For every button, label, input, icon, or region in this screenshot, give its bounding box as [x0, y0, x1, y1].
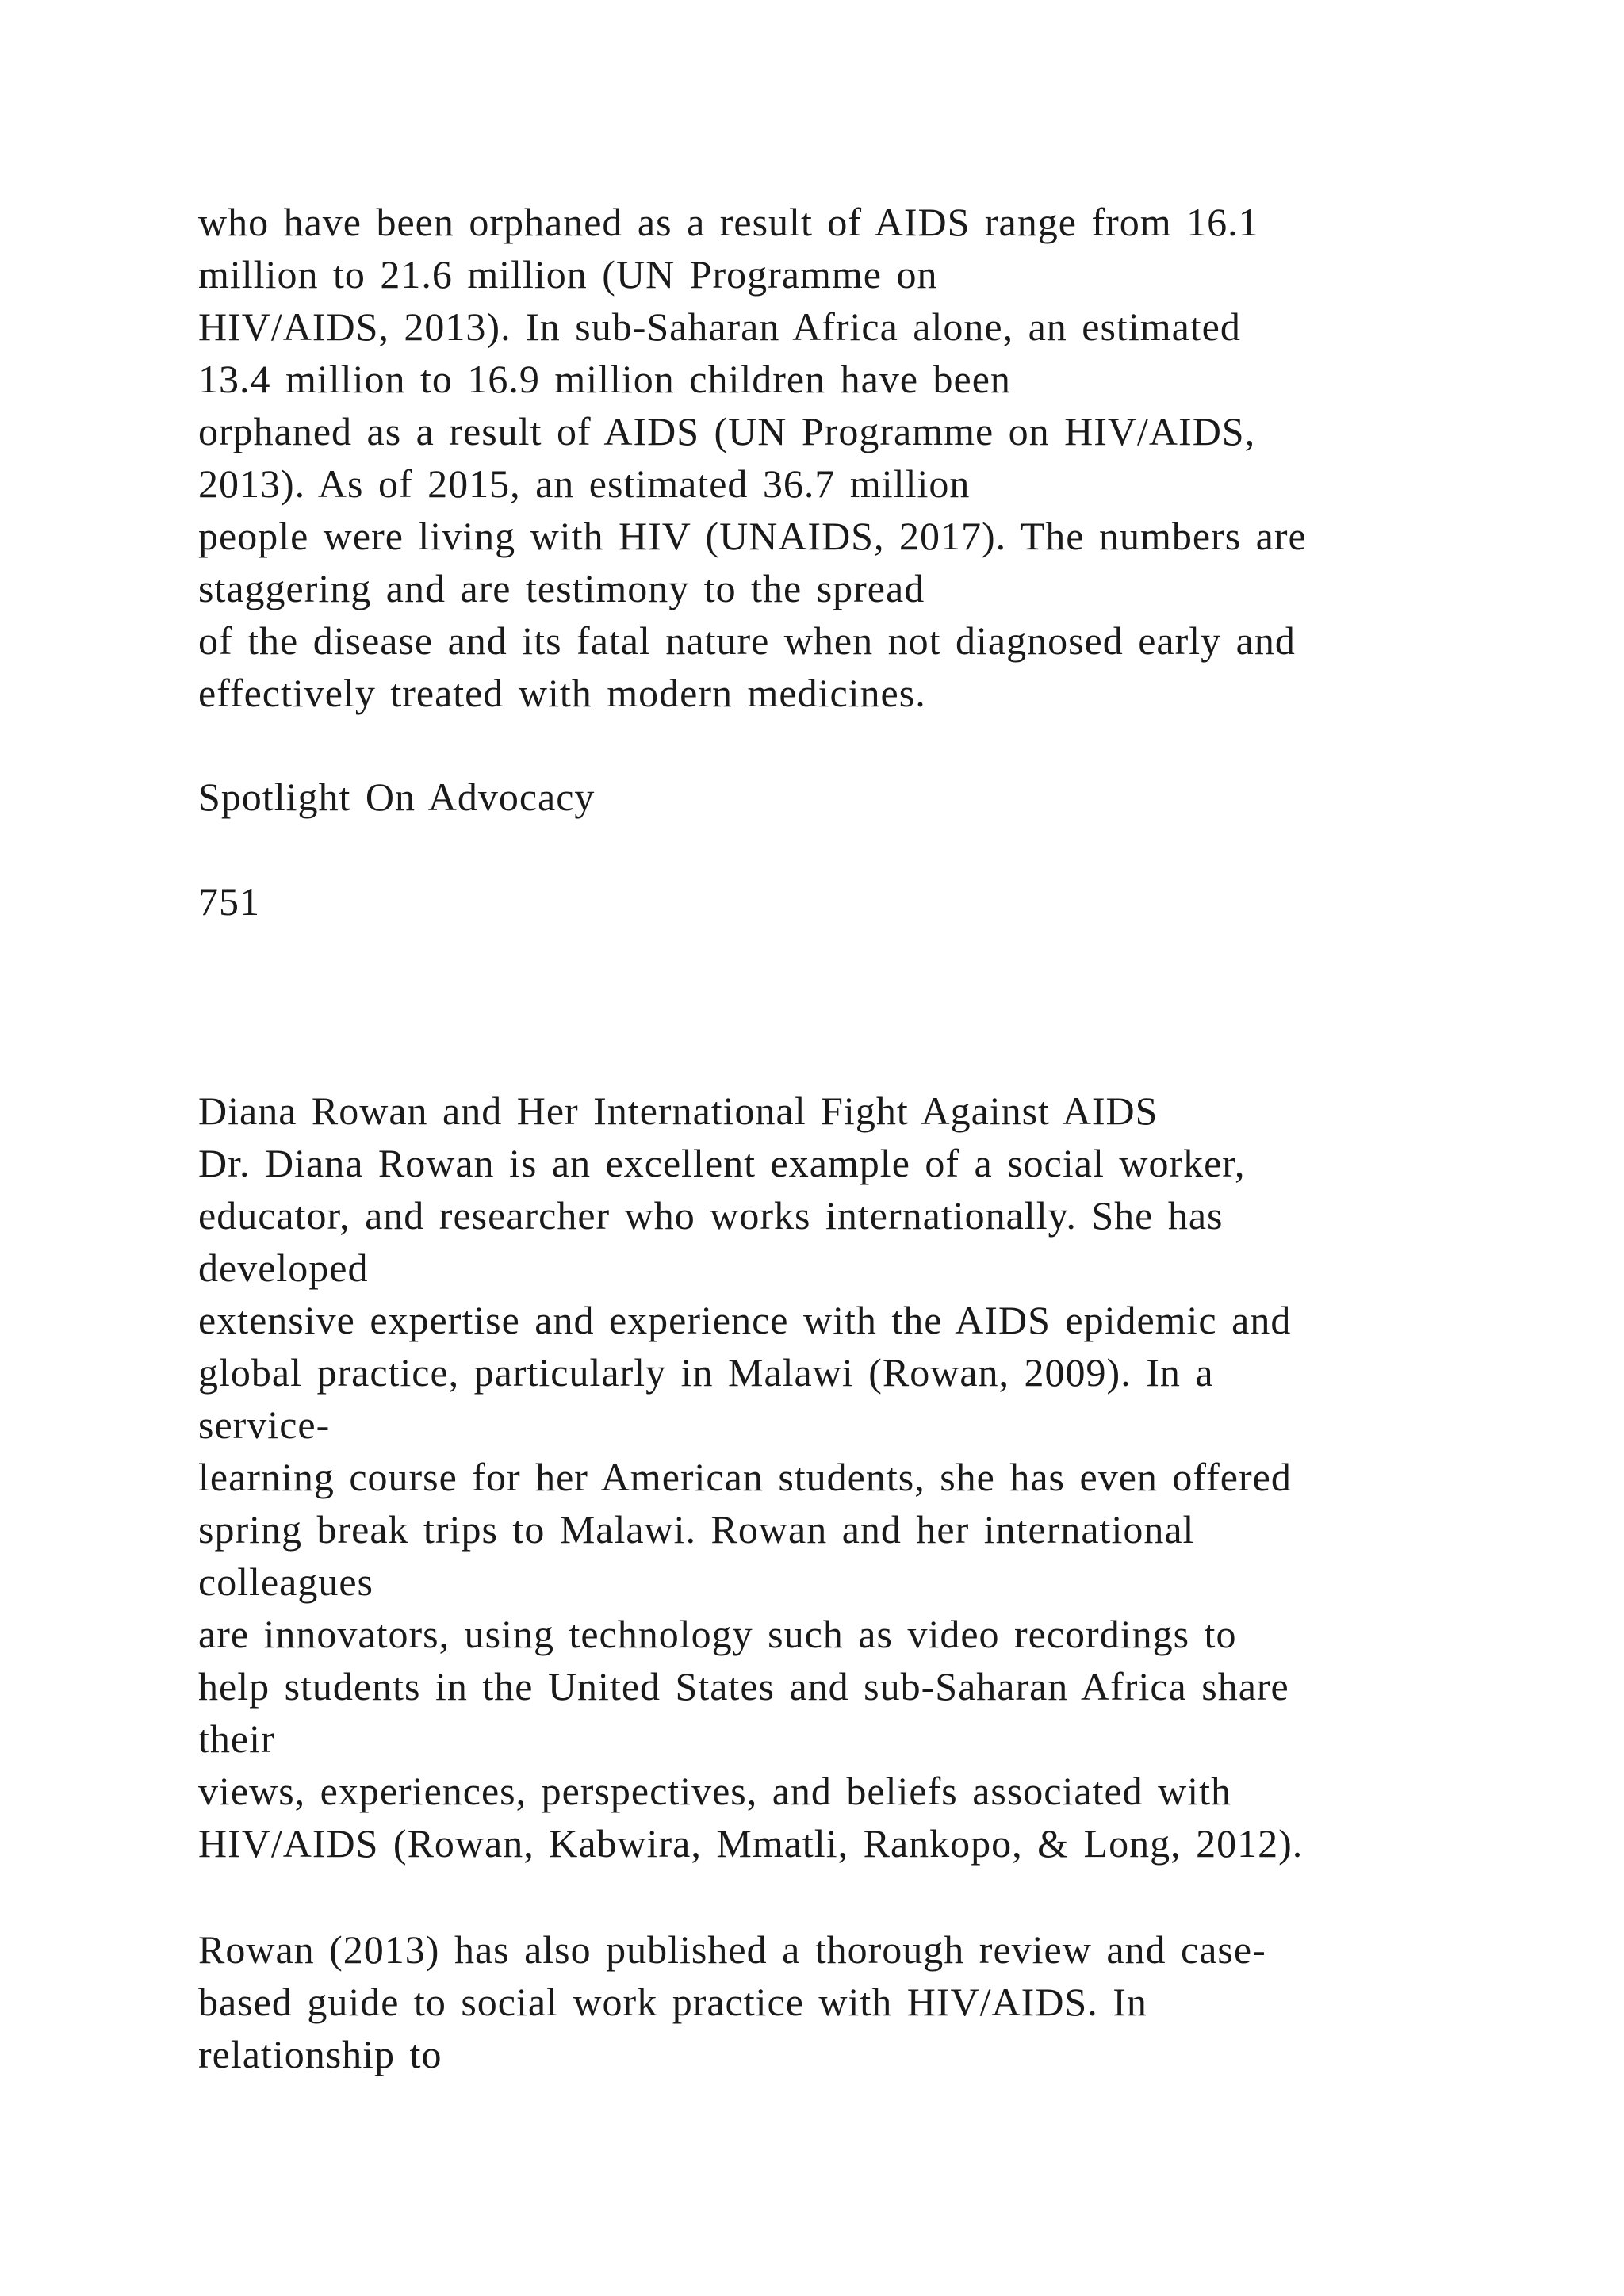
text-line: views, experiences, perspectives, and beliefs associated with: [198, 1769, 1232, 1813]
text-line: extensive expertise and experience with the AIDS epidemic and: [198, 1298, 1292, 1342]
text-line: service-: [198, 1402, 331, 1447]
text-line: based guide to social work practice with HIV/AIDS. In: [198, 1980, 1147, 2024]
section-label-text: Spotlight On Advocacy: [198, 775, 596, 819]
document-page: [198, 0, 1546, 2296]
text-line: million to 21.6 million (UN Programme on: [198, 252, 938, 297]
text-line: educator, and researcher who works internationally. She has: [198, 1193, 1224, 1238]
text-line: of the disease and its fatal nature when not diagnosed early and: [198, 618, 1296, 663]
text-line: global practice, particularly in Malawi (Rowan, 2009). In a: [198, 1350, 1214, 1395]
text-line: relationship to: [198, 2032, 442, 2076]
text-line: effectively treated with modern medicines.: [198, 671, 926, 715]
text-line: 13.4 million to 16.9 million children have been: [198, 357, 1011, 401]
subheading-line: Diana Rowan and Her International Fight Against AIDS: [198, 1089, 1159, 1133]
text-line: spring break trips to Malawi. Rowan and her international: [198, 1507, 1195, 1552]
text-line: orphaned as a result of AIDS (UN Programme on HIV/AIDS,: [198, 409, 1256, 453]
text-line: staggering and are testimony to the spread: [198, 566, 925, 610]
text-line: colleagues: [198, 1559, 374, 1604]
paragraph-diana-rowan: [198, 1085, 1546, 1869]
text-line: Dr. Diana Rowan is an excellent example of a social worker,: [198, 1141, 1246, 1185]
text-line: who have been orphaned as a result of AIDS range from 16.1: [198, 200, 1259, 244]
text-line: their: [198, 1716, 275, 1761]
text-line: are innovators, using technology such as video recordings to: [198, 1612, 1237, 1656]
text-line: HIV/AIDS (Rowan, Kabwira, Mmatli, Rankopo, & Long, 2012).: [198, 1821, 1304, 1866]
text-line: learning course for her American students, she has even offered: [198, 1455, 1292, 1499]
text-line: 2013). As of 2015, an estimated 36.7 million: [198, 461, 971, 506]
paragraph-rowan-guide: [198, 1923, 1546, 2080]
text-line: help students in the United States and sub-Saharan Africa share: [198, 1664, 1289, 1709]
text-line: HIV/AIDS, 2013). In sub-Saharan Africa alone, an estimated: [198, 304, 1241, 349]
page-number: [198, 875, 1546, 928]
text-line: developed: [198, 1246, 369, 1290]
text-line: people were living with HIV (UNAIDS, 2017). The numbers are: [198, 514, 1307, 558]
text-line: Rowan (2013) has also published a thorough review and case-: [198, 1927, 1266, 1972]
paragraph-orphans-statistics: [198, 196, 1546, 719]
section-label: [198, 771, 1546, 823]
page-number-text: 751: [198, 879, 260, 924]
